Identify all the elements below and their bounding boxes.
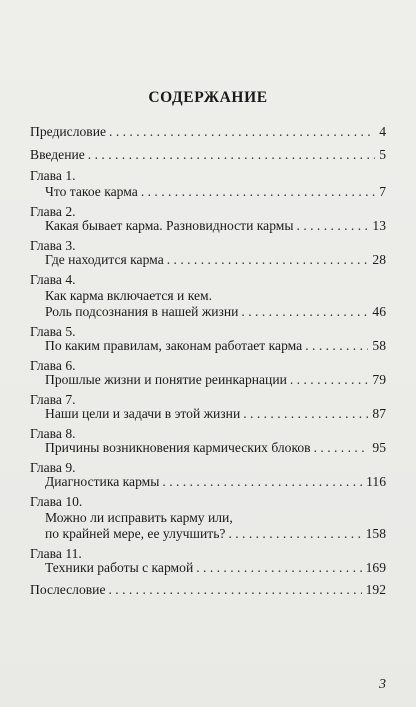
leader-dots bbox=[297, 216, 369, 236]
chapter-number: Глава 7. bbox=[30, 392, 76, 407]
leader-dots bbox=[305, 336, 368, 356]
leader-dots bbox=[108, 580, 361, 600]
toc-entry-page: 58 bbox=[372, 338, 386, 353]
leader-dots bbox=[241, 302, 368, 322]
toc-entry bbox=[45, 404, 386, 424]
leader-dots bbox=[167, 250, 369, 270]
toc-entry-label: Прошлые жизни и понятие реинкарнации bbox=[45, 372, 287, 387]
leader-dots bbox=[228, 524, 361, 544]
toc-entry-page: 169 bbox=[365, 560, 386, 575]
toc-entry-label: Где находится карма bbox=[45, 252, 164, 267]
toc-entry bbox=[45, 182, 386, 202]
leader-dots bbox=[162, 472, 362, 492]
toc-entry-page: 79 bbox=[372, 372, 386, 387]
toc-entry-label: Диагностика кармы bbox=[45, 474, 160, 489]
toc-entry-label: Наши цели и задачи в этой жизни bbox=[45, 406, 241, 421]
toc-entry-page: 192 bbox=[365, 582, 386, 597]
toc-entry bbox=[45, 216, 386, 236]
toc-entry-label: Что такое карма bbox=[45, 184, 138, 199]
toc-entry-page: 4 bbox=[379, 124, 386, 139]
chapter-number: Глава 8. bbox=[30, 426, 76, 441]
toc-entry-page: 46 bbox=[372, 304, 386, 319]
leader-dots bbox=[243, 404, 368, 424]
chapter-number: Глава 6. bbox=[30, 358, 76, 373]
toc-entry-page: 95 bbox=[372, 440, 386, 455]
leader-dots bbox=[290, 370, 369, 390]
toc-entry-page: 116 bbox=[366, 474, 386, 489]
toc-entry-label: Техники работы с кармой bbox=[45, 560, 194, 575]
chapter-number: Глава 11. bbox=[30, 546, 82, 561]
toc-entry-label: Роль подсознания в нашей жизни bbox=[45, 304, 239, 319]
toc-entry bbox=[45, 250, 386, 270]
toc-entry bbox=[30, 145, 386, 165]
toc-entry-page: 87 bbox=[372, 406, 386, 421]
page-title: СОДЕРЖАНИЕ bbox=[148, 89, 268, 106]
toc-entry-label: Какая бывает карма. Разновидности кармы bbox=[45, 218, 294, 233]
toc-entry-page: 158 bbox=[365, 526, 386, 541]
toc-entry-label: Предисловие bbox=[30, 124, 107, 139]
toc-entry bbox=[45, 438, 386, 458]
chapter-number: Глава 4. bbox=[30, 272, 76, 287]
chapter-number: Глава 2. bbox=[30, 204, 76, 219]
toc-entry bbox=[45, 302, 386, 322]
toc-entry-label: Послесловие bbox=[30, 582, 106, 597]
chapter-number: Глава 5. bbox=[30, 324, 76, 339]
toc-entry-label: Как карма включается и кем. bbox=[45, 288, 213, 303]
leader-dots bbox=[109, 122, 375, 142]
toc-entry bbox=[45, 370, 386, 390]
toc-entry-label: Можно ли исправить карму или, bbox=[45, 510, 233, 525]
toc-entry bbox=[45, 336, 386, 356]
leader-dots bbox=[314, 438, 369, 458]
toc-entry-label: Причины возникновения кармических блоков bbox=[45, 440, 311, 455]
toc-entry bbox=[45, 558, 386, 578]
chapter-number: Глава 10. bbox=[30, 494, 83, 509]
leader-dots bbox=[141, 182, 375, 202]
chapter-number: Глава 9. bbox=[30, 460, 76, 475]
chapter-number: Глава 1. bbox=[30, 168, 76, 183]
toc-entry bbox=[45, 472, 386, 492]
toc-entry-label: По каким правилам, законам работает карма bbox=[45, 338, 303, 353]
toc-entry-page: 13 bbox=[372, 218, 386, 233]
chapter-number: Глава 3. bbox=[30, 238, 76, 253]
toc-entry bbox=[30, 580, 386, 600]
toc-entry bbox=[30, 122, 386, 142]
toc-entry bbox=[45, 524, 386, 544]
page-number: 3 bbox=[379, 677, 386, 692]
toc-entry-label: по крайней мере, ее улучшить? bbox=[45, 526, 226, 541]
leader-dots bbox=[196, 558, 361, 578]
toc-entry-page: 28 bbox=[372, 252, 386, 267]
toc-entry-label: Введение bbox=[30, 147, 85, 162]
toc-entry-page: 7 bbox=[379, 184, 386, 199]
toc-entry-page: 5 bbox=[379, 147, 386, 162]
leader-dots bbox=[88, 145, 375, 165]
